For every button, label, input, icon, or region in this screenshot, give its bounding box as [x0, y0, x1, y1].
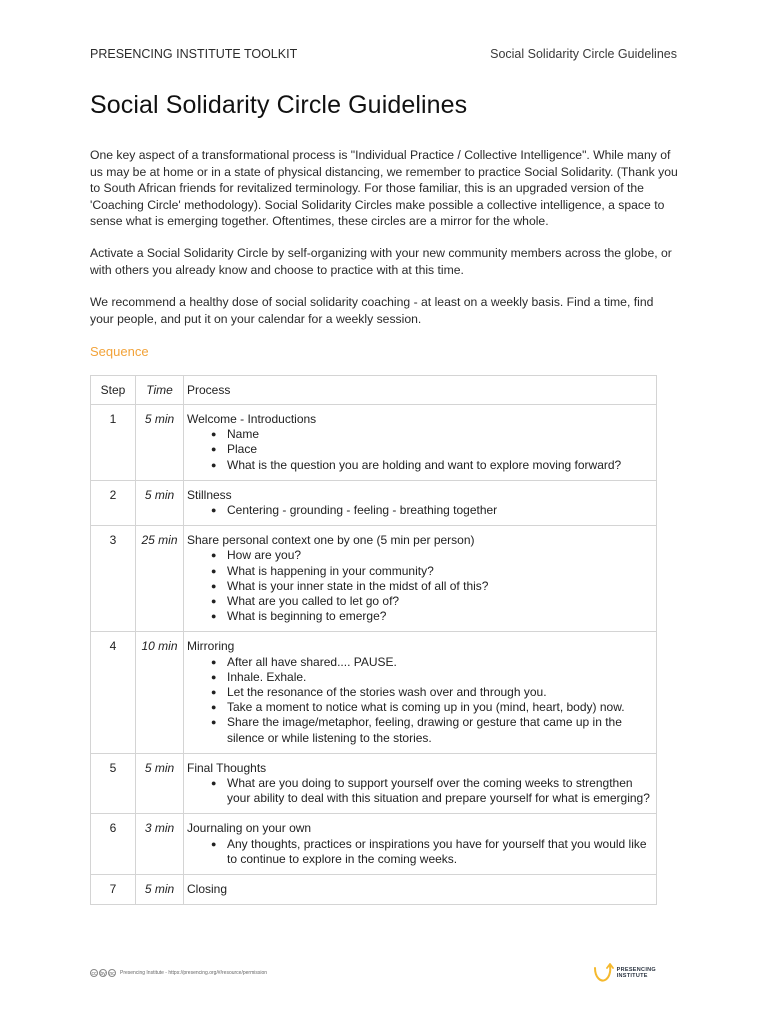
- process-note: (5 min per person): [373, 533, 475, 548]
- list-item: ● Place: [211, 442, 656, 457]
- list-item: ● Inhale. Exhale.: [211, 670, 656, 685]
- page-title: Social Solidarity Circle Guidelines: [90, 91, 468, 119]
- step-process: [184, 814, 657, 875]
- process-bullet-list: [187, 837, 656, 867]
- activate-paragraph: Activate a Social Solidarity Circle by self-organizing with your new community members across the globe, or with others you already know and choose to practice with at this time.: [90, 246, 672, 277]
- step-number: 7: [91, 875, 136, 905]
- process-title: Journaling on your own: [187, 821, 312, 836]
- step-time: 3 min: [136, 814, 184, 875]
- step-time: 5 min: [136, 405, 184, 481]
- process-bullet-list: [187, 776, 656, 806]
- step-number: 3: [91, 526, 136, 632]
- by-icon: by: [100, 971, 106, 977]
- process-title: Mirroring: [187, 639, 235, 654]
- list-item: ● What is your inner state in the midst of all of this?: [211, 579, 656, 594]
- step-number: 6: [91, 814, 136, 875]
- recommend-paragraph: We recommend a healthy dose of social solidarity coaching - at least on a weekly basis. Find a time, find your people, and put it on your calendar for a weekly session.: [90, 295, 654, 326]
- header-step: Step: [91, 376, 136, 405]
- step-number: 1: [91, 405, 136, 481]
- step-process: [184, 526, 657, 632]
- process-title: Welcome - Introductions: [187, 412, 317, 426]
- header-time: Time: [136, 376, 184, 405]
- process-title: Share personal context one by one: [187, 533, 374, 548]
- page-footer: [90, 962, 656, 984]
- process-bullet-list: [187, 503, 656, 518]
- list-item: ● What is beginning to emerge?: [211, 609, 656, 624]
- list-item: ● Take a moment to notice what is coming up in you (mind, heart, body) now.: [211, 700, 656, 715]
- list-item: ● Share the image/metaphor, feeling, drawing or gesture that came up in the silence or while listening to the stories.: [211, 715, 656, 745]
- header-process: Process: [184, 376, 657, 405]
- table-row: [91, 632, 657, 753]
- list-item: ● Let the resonance of the stories wash over and through you.: [211, 685, 656, 700]
- cc-icon: cc: [91, 971, 97, 977]
- logo-arc-icon: [592, 962, 614, 984]
- step-process: [184, 480, 657, 525]
- process-title-line: [187, 761, 656, 776]
- process-title: Final Thoughts: [187, 760, 267, 775]
- step-time: 25 min: [136, 526, 184, 632]
- list-item: ● Centering - grounding - feeling - breathing together: [211, 503, 656, 518]
- table-header-row: [91, 376, 657, 405]
- step-process: [184, 875, 657, 905]
- list-item: ● Name: [211, 427, 656, 442]
- step-number: 2: [91, 480, 136, 525]
- table-body: [91, 405, 657, 905]
- list-item: ● Any thoughts, practices or inspirations you have for yourself that you would like to continue to explore in the coming weeks.: [211, 837, 656, 867]
- process-title-line: [187, 821, 656, 836]
- page-header: [90, 47, 677, 61]
- table-row: [91, 875, 657, 905]
- list-item: ● What are you called to let go of?: [211, 594, 656, 609]
- step-time: 5 min: [136, 480, 184, 525]
- step-number: 4: [91, 632, 136, 753]
- header-left: PRESENCING INSTITUTE TOOLKIT: [90, 47, 298, 61]
- logo-line-2: INSTITUTE: [616, 973, 648, 979]
- process-bullet-list: [187, 427, 656, 473]
- step-number: 5: [91, 753, 136, 814]
- process-title-line: [187, 488, 656, 503]
- credit-text: Presencing Institute - https://presencing.org/#/resource/permission: [120, 970, 268, 976]
- footer-credit: [90, 969, 267, 977]
- logo-text: [617, 967, 656, 979]
- process-title-line: [187, 412, 656, 427]
- table-row: [91, 753, 657, 814]
- list-item: ● What is happening in your community?: [211, 564, 656, 579]
- list-item: ● What is the question you are holding and want to explore moving forward?: [211, 458, 656, 473]
- table-row: [91, 405, 657, 481]
- nc-icon: nc: [109, 971, 115, 977]
- table-row: [91, 480, 657, 525]
- intro-paragraph: One key aspect of a transformational process is "Individual Practice / Collective Intelligence". While many of us may be at home or in a state of physical distancing, we remember to practice Social Solidarity. (Thank you to South African friends for revitalized terminology. For those familiar, this is an upgraded version of the 'Coaching Circle' methodology). Social Solidarity Circles make possible a collective intelligence, a space to sense what is emerging together. Oftentimes, these circles are a mirror for the whole.: [90, 148, 678, 228]
- header-right: Social Solidarity Circle Guidelines: [490, 47, 677, 61]
- list-item: ● How are you?: [211, 548, 656, 563]
- step-time: 5 min: [136, 875, 184, 905]
- process-bullet-list: [187, 655, 656, 746]
- presencing-logo: [592, 962, 656, 984]
- process-title-line: [187, 533, 656, 548]
- process-title-line: [187, 639, 656, 654]
- table-row: [91, 526, 657, 632]
- logo-line-1: PRESENCING: [616, 967, 656, 973]
- step-process: [184, 753, 657, 814]
- step-time: 5 min: [136, 753, 184, 814]
- step-time: 10 min: [136, 632, 184, 753]
- process-title: Closing: [187, 882, 228, 897]
- process-title: Stillness: [187, 487, 232, 502]
- list-item: ● After all have shared.... PAUSE.: [211, 655, 656, 670]
- process-title-line: [187, 882, 656, 897]
- sequence-table: [90, 375, 657, 905]
- sequence-heading: Sequence: [90, 344, 149, 359]
- step-process: [184, 405, 657, 481]
- step-process: [184, 632, 657, 753]
- process-bullet-list: [187, 548, 656, 624]
- list-item: ● What are you doing to support yourself over the coming weeks to strengthen your ability to deal with this situation and prepare yourself for what is emerging?: [211, 776, 656, 806]
- table-row: [91, 814, 657, 875]
- license-icons: [90, 969, 116, 977]
